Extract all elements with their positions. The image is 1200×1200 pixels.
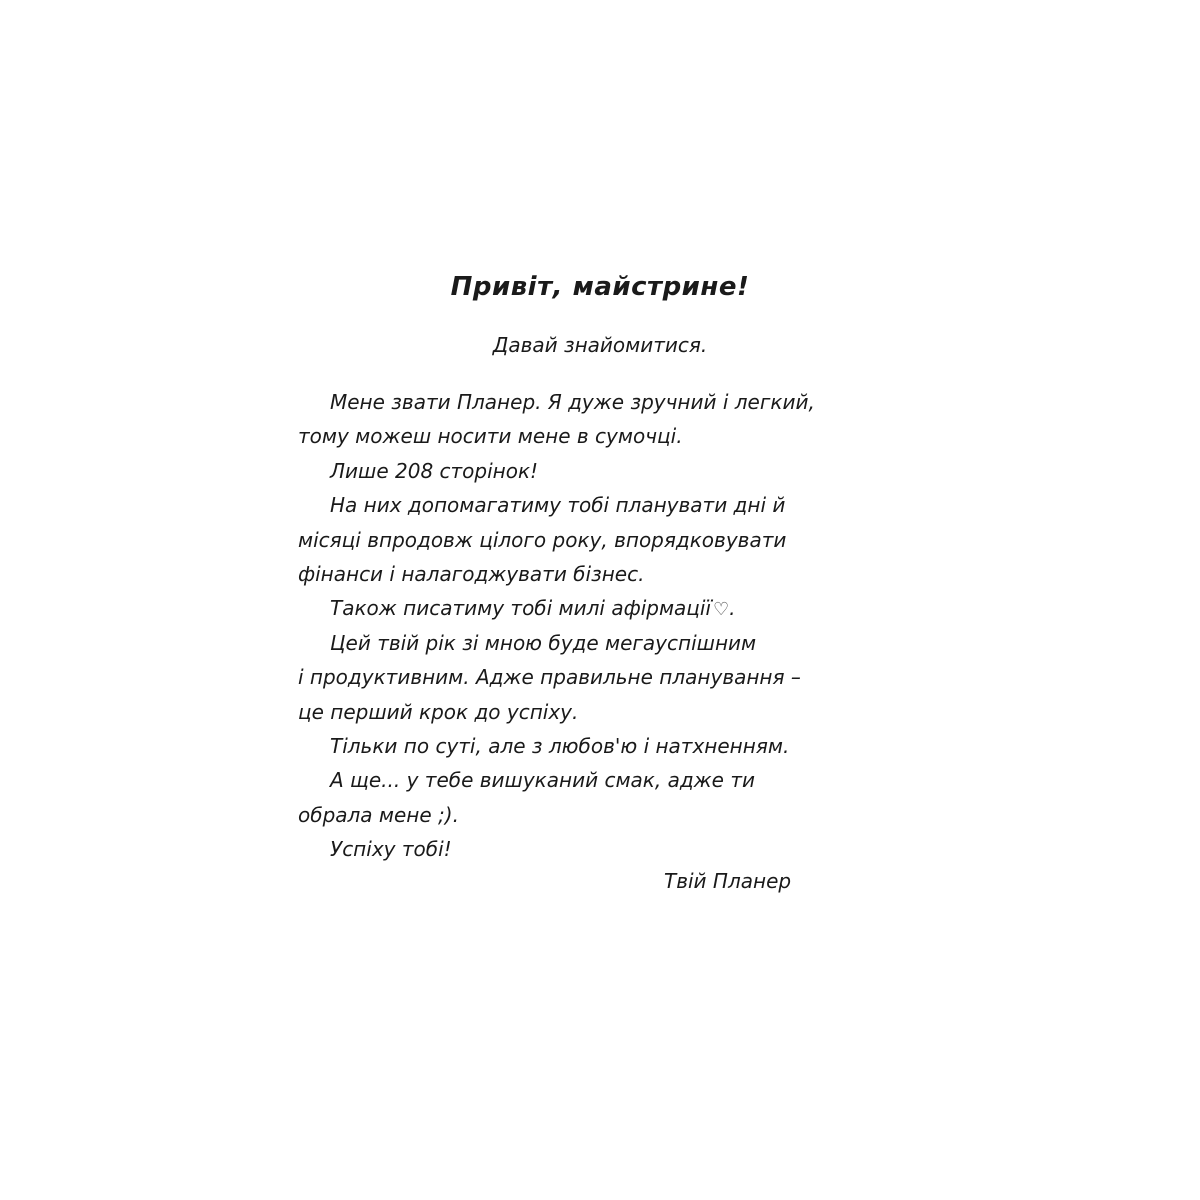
letter-line-text: Також писатиму тобі милі афірмації [330,596,712,621]
letter-line-suffix: . [729,596,736,621]
letter-line-text: і продуктивним. Адже правильне планування – [298,665,801,690]
letter-line [298,419,898,453]
letter-line-text: На них допомагатиму тобі планувати дні й [330,493,786,518]
letter-line-text: А ще... у тебе вишуканий смак, адже ти [330,768,755,793]
letter-line-text: фінанси і налагоджувати бізнес. [298,561,645,586]
letter-line [298,660,898,694]
letter-line [298,626,898,660]
letter-line [298,763,898,797]
letter-line-text: Лише 208 сторінок! [330,458,539,483]
letter-line [298,798,898,832]
letter-line [298,523,898,557]
signature: Твій Планер [664,869,792,893]
letter-line [298,488,898,522]
letter-line-text: місяці впродовж цілого року, впорядковувати [298,527,787,552]
letter-line [298,557,898,591]
heart-icon: ♡ [713,599,730,621]
letter-line-text: Успіху тобі! [330,837,452,862]
letter-line [298,832,898,866]
letter-line-text: Мене звати Планер. Я дуже зручний і легкий, [330,390,815,414]
letter-line [298,695,898,729]
letter-line-text: це перший крок до успіху. [298,699,579,724]
letter-line-text: Цей твій рік зі мною буде мегауспішним [330,630,757,655]
letter-line [298,385,898,419]
letter-line [298,591,898,625]
letter-subtitle: Давай знайомитися. [492,333,708,357]
letter-line-text: тому можеш носити мене в сумочці. [298,424,683,449]
letter-line-text: Тільки по суті, але з любов'ю і натхненням. [330,733,790,758]
letter-line-text: обрала мене ;). [298,802,459,827]
letter-body [298,385,898,866]
letter-title: Привіт, майстрине! [450,272,750,302]
letter-line [298,454,898,488]
letter-line [298,729,898,763]
